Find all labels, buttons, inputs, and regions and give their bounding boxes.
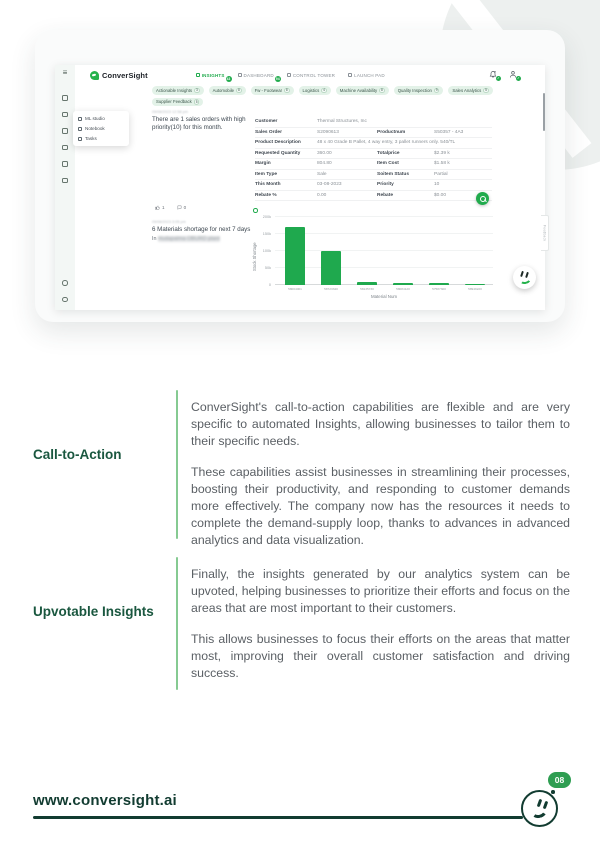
app-nav — [196, 72, 385, 81]
nav-count-badge: 43 — [226, 76, 231, 81]
field-label: Requested Quantity — [255, 150, 301, 156]
x-tick-label: 58084120 — [396, 287, 410, 291]
table-row — [255, 170, 492, 181]
menu-item-icon — [78, 117, 82, 121]
screenshot-card — [35, 30, 565, 322]
field-value: Thermal Structures, Inc — [317, 119, 367, 125]
feedback-tab[interactable]: Feedback — [541, 215, 549, 251]
studio-popup-menu — [73, 111, 129, 146]
sidebar-bottom-group — [62, 280, 68, 302]
field-value: Sale — [317, 171, 327, 177]
nav-dashboard[interactable] — [238, 72, 280, 81]
app-sidebar — [55, 65, 75, 310]
upvote-count: 1 — [162, 205, 165, 210]
bar-58723340[interactable] — [321, 251, 341, 285]
x-tick-label: 58004001 — [288, 287, 302, 291]
bar-57587300[interactable] — [429, 283, 449, 285]
pipeline-icon[interactable] — [62, 128, 68, 134]
insight-card-materials-shortage[interactable] — [152, 220, 264, 242]
insight-timestamp: 09/08/2023 12:58 pm — [152, 110, 188, 114]
x-tick-label: 58135730 — [360, 287, 374, 291]
chip-count-badge: 3 — [195, 88, 198, 93]
insight-reactions — [155, 205, 186, 210]
nav-count-badge: 94 — [275, 76, 280, 81]
menu-item-icon — [78, 137, 82, 141]
y-tick-label: 150k — [262, 232, 271, 236]
section-heading: Upvotable Insights — [33, 604, 154, 619]
filter-chip-supplier-feedback[interactable] — [152, 98, 203, 107]
field-label: Totalprice — [377, 150, 400, 156]
filter-chip-sales-analytics[interactable] — [448, 86, 492, 95]
field-value: $0.00 — [434, 192, 447, 198]
bar-58135730[interactable] — [357, 282, 377, 285]
star-icon[interactable] — [62, 280, 68, 286]
paragraph: This allows businesses to focus their efforts on the areas that matter most, improving their overall customer satisfaction and driving success. — [191, 631, 570, 681]
models-icon[interactable] — [62, 145, 68, 151]
section-upvotable-insights — [33, 557, 570, 690]
comment-count: 0 — [183, 205, 187, 210]
field-label: Margin — [255, 161, 271, 167]
insight-filter-chips — [152, 86, 497, 106]
hamburger-menu-icon[interactable]: ≡ — [62, 68, 68, 77]
insight-text: There are 1 sales orders with high priority(10) for this month. — [152, 116, 246, 132]
conversight-logo-icon — [90, 71, 99, 80]
field-value: 10 — [434, 182, 440, 188]
menu-item-tasks[interactable] — [78, 136, 124, 141]
chip-label: Sales Analytics — [452, 87, 482, 93]
field-value: S2090613 — [317, 129, 339, 135]
filter-chip-fw-footwear[interactable] — [251, 86, 294, 95]
field-label: Rebate — [377, 192, 393, 198]
table-row — [255, 180, 492, 191]
y-tick-label: 50k — [264, 266, 271, 270]
paragraph: ConverSight's call-to-action capabilities are flexible and are very specific to automated Insights, allowing businesses to tailor them to their specific needs. — [191, 400, 570, 449]
menu-item-label: Notebook — [85, 126, 105, 131]
paragraph: Finally, the insights generated by our analytics system can be upvoted, helping businesses to prioritize their efforts and focus on the areas that are most important to their customers. — [191, 567, 570, 616]
conversight-footer-logo — [521, 790, 558, 827]
field-label: This Month — [255, 182, 281, 188]
nav-item-label: LAUNCH PAD — [354, 72, 385, 78]
chart-y-axis — [257, 215, 273, 285]
chart-y-axis-label: Stock Shortage — [252, 242, 257, 272]
y-tick-label: 0 — [268, 283, 271, 287]
subtitle-prefix: In — [152, 235, 157, 242]
field-value: 360.00 — [317, 150, 332, 156]
nav-item-label: INSIGHTS — [201, 72, 225, 78]
apps-icon[interactable] — [62, 95, 68, 101]
table-row — [255, 117, 492, 128]
chip-count-badge: 4 — [323, 88, 325, 93]
chip-label: Machine Availability — [339, 87, 378, 93]
table-row — [255, 149, 492, 160]
ml-studio-icon[interactable] — [62, 112, 68, 118]
logo-smile — [518, 273, 532, 285]
conversight-app-screenshot — [55, 65, 545, 310]
gridline — [275, 233, 493, 234]
logo-dot — [551, 790, 555, 794]
insight-timestamp: 09/08/2023 3:05 pm — [152, 220, 186, 224]
menu-item-icon — [78, 127, 82, 131]
x-tick-label: 58949220 — [468, 287, 482, 291]
menu-item-notebook[interactable] — [78, 126, 124, 131]
nav-insights[interactable] — [196, 72, 231, 81]
conversight-chat-fab[interactable] — [513, 266, 536, 289]
footer-divider-line — [33, 816, 523, 819]
chip-label: Supplier Feedback — [156, 99, 192, 105]
table-row — [255, 138, 492, 149]
brand-name: ConverSight — [102, 70, 148, 80]
table-row — [255, 159, 492, 170]
field-label: Item Type — [255, 171, 278, 177]
field-value: 03-08-2023 — [317, 182, 342, 188]
chip-count-badge: 5 — [485, 88, 487, 93]
support-icon[interactable] — [62, 297, 68, 303]
sidebar-icon-group — [62, 95, 68, 183]
stock-shortage-bar-chart — [251, 215, 501, 307]
chip-label: Automobile — [212, 87, 235, 93]
field-label: Product Description — [255, 140, 301, 146]
bar-58949220[interactable] — [465, 284, 485, 285]
nav-item-icon — [196, 73, 200, 77]
refresh-icon[interactable] — [253, 208, 258, 213]
section-heading: Call-to-Action — [33, 447, 122, 462]
field-value: 804.80 — [317, 161, 332, 167]
menu-item-label: Tasks — [85, 136, 97, 141]
table-row — [255, 128, 492, 139]
section-body — [178, 390, 570, 548]
insight-card-sales-orders[interactable] — [152, 110, 260, 133]
y-tick-label: 200k — [262, 215, 271, 219]
field-value: $1.58 k — [434, 161, 450, 167]
conversight-logo — [90, 71, 148, 80]
field-value: 0.00 — [317, 192, 327, 198]
gridline — [275, 216, 493, 217]
chart-plot-area — [275, 217, 493, 285]
upvote-button[interactable] — [155, 205, 165, 210]
table-row — [255, 191, 492, 202]
comment-button[interactable] — [177, 205, 187, 210]
nav-item-label: DASHBOARD — [243, 72, 274, 78]
field-label: Rebate % — [255, 192, 277, 198]
search-fab-button[interactable] — [476, 192, 489, 205]
x-tick-label: 58723340 — [324, 287, 338, 291]
field-label: Soitem Status — [377, 171, 409, 177]
header-actions — [489, 70, 520, 80]
chip-count-badge: 5 — [195, 99, 198, 104]
field-value: Partial — [434, 171, 448, 177]
field-value: 48 x 40 Grade B Pallet, 4 way entry, 3 pallet runners only. 540/TL — [317, 140, 456, 146]
menu-item-ml-studio[interactable] — [78, 116, 124, 121]
nav-item-label: CONTROL TOWER — [292, 72, 336, 78]
app-header — [75, 65, 545, 85]
y-tick-label: 100k — [262, 249, 271, 253]
chip-label: Logistics — [302, 87, 320, 93]
chat-icon[interactable] — [62, 161, 68, 167]
notifications-bell-icon[interactable] — [489, 70, 500, 80]
chart-x-axis-label: Material Num — [370, 294, 398, 299]
paragraph: These capabilities assist businesses in streamlining their processes, boosting their productivity, and responding to customer demands more effectively. The company now has the resources it needs to complete the demand-supply loop, thanks to advances in advanced analytics and data visualization. — [191, 464, 570, 548]
nav-item-icon — [238, 73, 242, 77]
bar-58004001[interactable] — [285, 227, 305, 285]
bar-58084120[interactable] — [393, 283, 413, 285]
chip-label: Actionable Insights — [156, 87, 193, 93]
gridline — [275, 250, 493, 251]
user-profile-icon[interactable] — [509, 70, 520, 80]
redacted-plant-name: Hudapalma OBURD plant — [158, 235, 220, 242]
section-body — [178, 557, 570, 690]
insight-subtitle — [152, 236, 264, 242]
field-value: $2.39 k — [434, 150, 450, 156]
scrollbar-thumb[interactable] — [543, 93, 545, 131]
field-label: Customer — [255, 119, 278, 125]
field-label: Priority — [377, 182, 394, 188]
chip-label: Fw - Footwear — [254, 87, 283, 93]
field-label: Sales Order — [255, 129, 282, 135]
field-value: S50357 - 4A3 — [434, 129, 464, 135]
chip-label: Quality Inspection — [397, 87, 432, 93]
x-axis-line — [275, 284, 493, 285]
filter-chip-automobile[interactable] — [209, 86, 246, 95]
x-tick-label: 57587300 — [432, 287, 446, 291]
nav-item-icon — [287, 73, 291, 77]
nav-item-icon — [348, 73, 352, 77]
status-check-badge: ✓ — [497, 76, 500, 80]
chip-count-badge: 8 — [381, 88, 383, 93]
filter-chip-quality-inspection[interactable] — [394, 86, 444, 95]
nav-control-tower[interactable] — [287, 73, 335, 78]
filter-chip-machine-availability[interactable] — [336, 86, 389, 95]
filter-chip-logistics[interactable] — [299, 86, 331, 95]
footer-website-link[interactable]: www.conversight.ai — [33, 792, 177, 809]
field-label: Item Cost — [377, 161, 399, 167]
section-call-to-action — [33, 390, 570, 548]
gridline — [275, 267, 493, 268]
chip-count-badge: 8 — [285, 88, 288, 93]
datasets-icon[interactable] — [62, 178, 68, 184]
filter-chip-actionable-insights[interactable] — [152, 86, 204, 95]
field-label: Productnum — [377, 129, 406, 135]
menu-item-label: ML studio — [85, 116, 105, 121]
page-number-badge: 08 — [548, 772, 571, 788]
chip-count-badge: 8 — [237, 88, 240, 93]
insight-title: 6 Materials shortage for next 7 days — [152, 226, 251, 233]
sales-order-detail-table — [255, 117, 492, 201]
nav-launch-pad[interactable] — [348, 73, 385, 78]
status-check-badge: ✓ — [517, 76, 520, 80]
chip-count-badge: 9 — [435, 88, 438, 93]
